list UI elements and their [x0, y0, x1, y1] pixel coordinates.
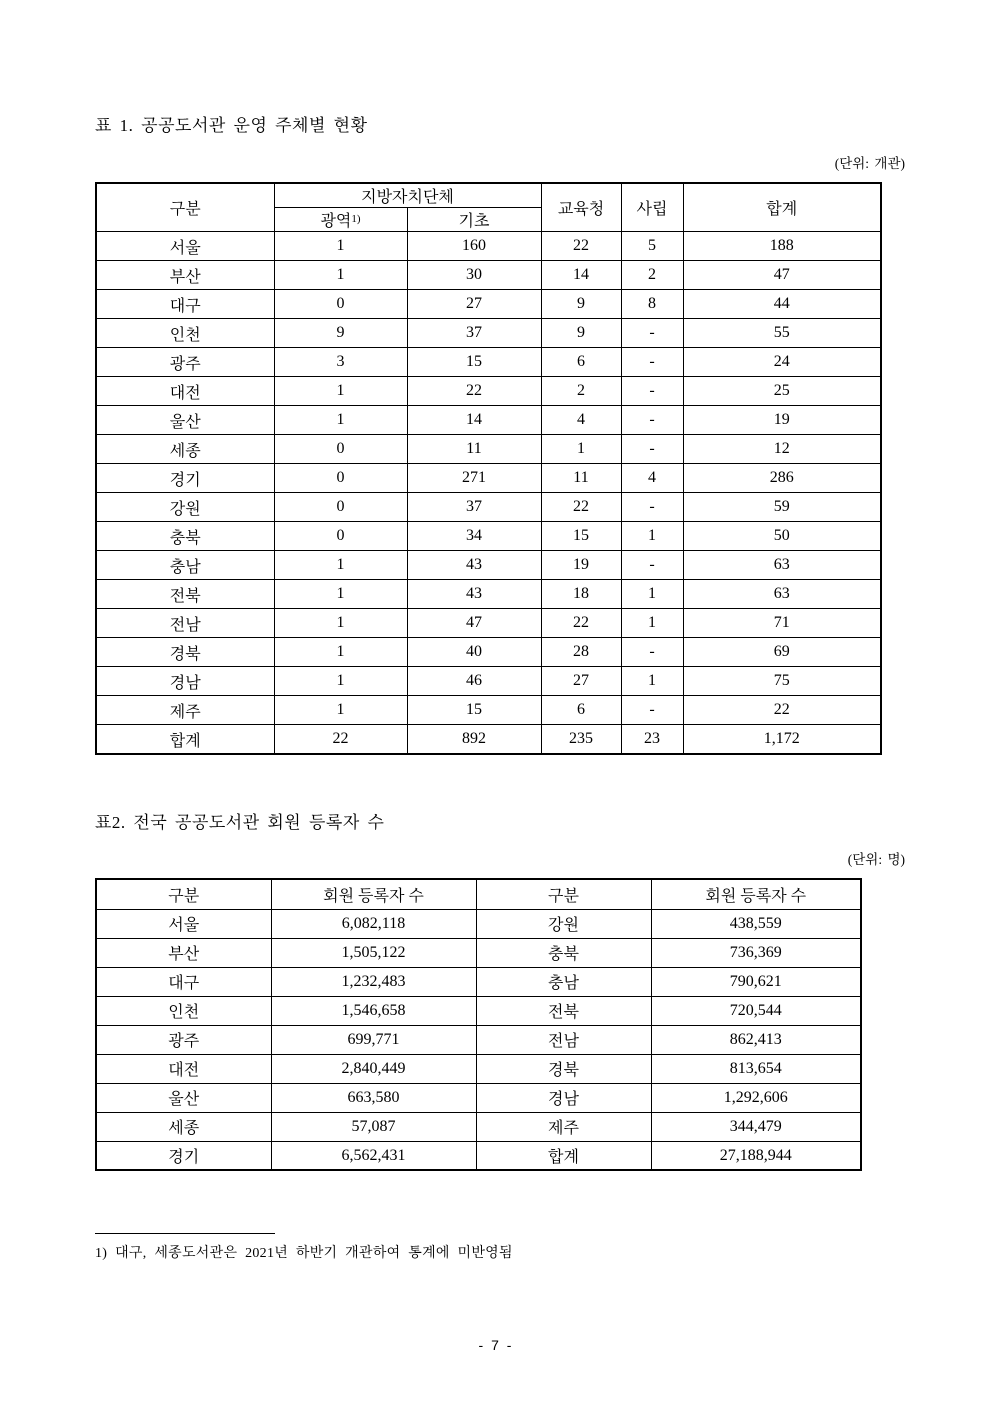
education-office-count-cell: 235 — [541, 725, 621, 754]
total-count-cell: 12 — [683, 435, 881, 464]
footnote-text: 대구, 세종도서관은 2021년 하반기 개관하여 통계에 미반영됨 — [115, 1246, 513, 1262]
private-count-cell: 1 — [621, 667, 683, 696]
header-category: 구분 — [96, 183, 274, 232]
education-office-count-cell: 22 — [541, 232, 621, 261]
total-count-cell: 63 — [683, 551, 881, 580]
region-cell-right: 충북 — [476, 938, 651, 967]
header-basic: 기초 — [407, 208, 541, 232]
member-count-cell-left: 1,546,658 — [271, 996, 476, 1025]
private-count-cell: 4 — [621, 464, 683, 493]
table-row — [96, 909, 861, 938]
total-count-cell: 55 — [683, 319, 881, 348]
library-operators-table-body — [96, 232, 881, 754]
region-cell-left: 광주 — [96, 1025, 271, 1054]
basic-count-cell: 47 — [407, 609, 541, 638]
table-row — [96, 609, 881, 638]
header-private: 사립 — [621, 183, 683, 232]
education-office-count-cell: 22 — [541, 609, 621, 638]
table-row — [96, 232, 881, 261]
region-cell: 경기 — [96, 464, 274, 493]
region-cell-left: 대구 — [96, 967, 271, 996]
total-count-cell: 59 — [683, 493, 881, 522]
region-cell-right: 전북 — [476, 996, 651, 1025]
education-office-count-cell: 9 — [541, 319, 621, 348]
member-count-cell-right: 27,188,944 — [651, 1141, 861, 1170]
basic-count-cell: 46 — [407, 667, 541, 696]
region-cell-right: 강원 — [476, 909, 651, 938]
region-cell: 경남 — [96, 667, 274, 696]
table-row — [96, 580, 881, 609]
region-cell-left: 서울 — [96, 909, 271, 938]
region-cell: 충북 — [96, 522, 274, 551]
table-row — [96, 725, 881, 754]
total-count-cell: 47 — [683, 261, 881, 290]
total-count-cell: 44 — [683, 290, 881, 319]
private-count-cell: - — [621, 319, 683, 348]
metropolitan-count-cell: 1 — [274, 377, 407, 406]
table-row — [96, 290, 881, 319]
footnote-marker: 1) — [95, 1246, 108, 1262]
member-count-cell-right: 862,413 — [651, 1025, 861, 1054]
metropolitan-count-cell: 1 — [274, 232, 407, 261]
header-members-left: 회원 등록자 수 — [271, 879, 476, 909]
metropolitan-count-cell: 1 — [274, 406, 407, 435]
metropolitan-count-cell: 1 — [274, 609, 407, 638]
education-office-count-cell: 1 — [541, 435, 621, 464]
region-cell: 대전 — [96, 377, 274, 406]
member-registration-table-header — [96, 879, 861, 909]
metropolitan-count-cell: 1 — [274, 638, 407, 667]
footnote — [95, 1242, 905, 1262]
header-education-office: 교육청 — [541, 183, 621, 232]
header-metropolitan-label: 광역 — [320, 213, 352, 231]
total-count-cell: 1,172 — [683, 725, 881, 754]
member-count-cell-right: 438,559 — [651, 909, 861, 938]
table-row — [96, 667, 881, 696]
education-office-count-cell: 4 — [541, 406, 621, 435]
total-count-cell: 25 — [683, 377, 881, 406]
metropolitan-count-cell: 0 — [274, 522, 407, 551]
total-count-cell: 19 — [683, 406, 881, 435]
private-count-cell: - — [621, 406, 683, 435]
region-cell-right: 경남 — [476, 1083, 651, 1112]
region-cell-right: 제주 — [476, 1112, 651, 1141]
metropolitan-count-cell: 1 — [274, 696, 407, 725]
footnote-marker-superscript: 1) — [351, 213, 361, 226]
member-count-cell-left: 1,505,122 — [271, 938, 476, 967]
member-count-cell-right: 344,479 — [651, 1112, 861, 1141]
private-count-cell: - — [621, 377, 683, 406]
table-row — [96, 377, 881, 406]
basic-count-cell: 271 — [407, 464, 541, 493]
region-cell-left: 부산 — [96, 938, 271, 967]
header-metropolitan — [274, 208, 407, 232]
region-cell-right: 충남 — [476, 967, 651, 996]
region-cell-left: 대전 — [96, 1054, 271, 1083]
private-count-cell: 5 — [621, 232, 683, 261]
member-count-cell-right: 813,654 — [651, 1054, 861, 1083]
library-operators-table-header — [96, 183, 881, 232]
education-office-count-cell: 6 — [541, 348, 621, 377]
table-row — [96, 996, 861, 1025]
member-count-cell-left: 2,840,449 — [271, 1054, 476, 1083]
header-category-left: 구분 — [96, 879, 271, 909]
total-count-cell: 71 — [683, 609, 881, 638]
basic-count-cell: 27 — [407, 290, 541, 319]
total-count-cell: 69 — [683, 638, 881, 667]
basic-count-cell: 40 — [407, 638, 541, 667]
region-cell: 부산 — [96, 261, 274, 290]
private-count-cell: 8 — [621, 290, 683, 319]
education-office-count-cell: 2 — [541, 377, 621, 406]
private-count-cell: 1 — [621, 580, 683, 609]
table-row — [96, 967, 861, 996]
private-count-cell: - — [621, 551, 683, 580]
header-category-right: 구분 — [476, 879, 651, 909]
table-row — [96, 348, 881, 377]
basic-count-cell: 37 — [407, 493, 541, 522]
basic-count-cell: 14 — [407, 406, 541, 435]
region-cell: 강원 — [96, 493, 274, 522]
education-office-count-cell: 11 — [541, 464, 621, 493]
region-cell: 경북 — [96, 638, 274, 667]
region-cell-left: 세종 — [96, 1112, 271, 1141]
region-cell: 서울 — [96, 232, 274, 261]
metropolitan-count-cell: 1 — [274, 580, 407, 609]
education-office-count-cell: 27 — [541, 667, 621, 696]
metropolitan-count-cell: 0 — [274, 493, 407, 522]
header-members-right: 회원 등록자 수 — [651, 879, 861, 909]
table-row — [96, 938, 861, 967]
metropolitan-count-cell: 0 — [274, 290, 407, 319]
member-registration-table — [95, 878, 862, 1171]
member-count-cell-left: 57,087 — [271, 1112, 476, 1141]
region-cell-right: 경북 — [476, 1054, 651, 1083]
table-row — [96, 435, 881, 464]
total-count-cell: 286 — [683, 464, 881, 493]
metropolitan-count-cell: 0 — [274, 435, 407, 464]
private-count-cell: - — [621, 493, 683, 522]
table1-title: 표 1. 공공도서관 운영 주체별 현황 — [95, 116, 368, 135]
basic-count-cell: 15 — [407, 348, 541, 377]
region-cell-left: 울산 — [96, 1083, 271, 1112]
private-count-cell: - — [621, 348, 683, 377]
table-row — [96, 1141, 861, 1170]
basic-count-cell: 22 — [407, 377, 541, 406]
private-count-cell: 23 — [621, 725, 683, 754]
page-number: - 7 - — [478, 1337, 514, 1353]
table-row — [96, 1112, 861, 1141]
footnote-separator-rule — [95, 1233, 275, 1234]
member-count-cell-left: 6,562,431 — [271, 1141, 476, 1170]
metropolitan-count-cell: 22 — [274, 725, 407, 754]
table-row — [96, 696, 881, 725]
table2-unit-label: (단위: 명) — [847, 852, 905, 868]
metropolitan-count-cell: 1 — [274, 551, 407, 580]
library-operators-table — [95, 182, 882, 755]
total-count-cell: 75 — [683, 667, 881, 696]
education-office-count-cell: 15 — [541, 522, 621, 551]
private-count-cell: - — [621, 435, 683, 464]
total-count-cell: 24 — [683, 348, 881, 377]
table-row — [96, 638, 881, 667]
table-row — [96, 1025, 861, 1054]
region-cell: 합계 — [96, 725, 274, 754]
total-count-cell: 188 — [683, 232, 881, 261]
total-count-cell: 22 — [683, 696, 881, 725]
education-office-count-cell: 9 — [541, 290, 621, 319]
basic-count-cell: 34 — [407, 522, 541, 551]
basic-count-cell: 160 — [407, 232, 541, 261]
private-count-cell: 2 — [621, 261, 683, 290]
region-cell-right: 합계 — [476, 1141, 651, 1170]
member-count-cell-right: 1,292,606 — [651, 1083, 861, 1112]
total-count-cell: 63 — [683, 580, 881, 609]
table1-unit-label: (단위: 개관) — [834, 156, 905, 172]
metropolitan-count-cell: 9 — [274, 319, 407, 348]
table-row — [96, 1054, 861, 1083]
table-row — [96, 319, 881, 348]
region-cell: 제주 — [96, 696, 274, 725]
private-count-cell: - — [621, 696, 683, 725]
table2-title: 표2. 전국 공공도서관 회원 등록자 수 — [95, 812, 385, 832]
region-cell: 세종 — [96, 435, 274, 464]
region-cell: 인천 — [96, 319, 274, 348]
education-office-count-cell: 14 — [541, 261, 621, 290]
region-cell: 울산 — [96, 406, 274, 435]
private-count-cell: 1 — [621, 522, 683, 551]
education-office-count-cell: 22 — [541, 493, 621, 522]
basic-count-cell: 30 — [407, 261, 541, 290]
education-office-count-cell: 6 — [541, 696, 621, 725]
member-count-cell-left: 1,232,483 — [271, 967, 476, 996]
basic-count-cell: 11 — [407, 435, 541, 464]
member-count-cell-left: 699,771 — [271, 1025, 476, 1054]
region-cell: 광주 — [96, 348, 274, 377]
member-count-cell-left: 663,580 — [271, 1083, 476, 1112]
table-row — [96, 464, 881, 493]
table-row — [96, 1083, 861, 1112]
region-cell-left: 인천 — [96, 996, 271, 1025]
region-cell: 전남 — [96, 609, 274, 638]
table-row — [96, 406, 881, 435]
table-row — [96, 522, 881, 551]
basic-count-cell: 892 — [407, 725, 541, 754]
metropolitan-count-cell: 1 — [274, 667, 407, 696]
metropolitan-count-cell: 0 — [274, 464, 407, 493]
basic-count-cell: 15 — [407, 696, 541, 725]
region-cell-left: 경기 — [96, 1141, 271, 1170]
region-cell: 충남 — [96, 551, 274, 580]
table-row — [96, 261, 881, 290]
private-count-cell: - — [621, 638, 683, 667]
metropolitan-count-cell: 1 — [274, 261, 407, 290]
education-office-count-cell: 28 — [541, 638, 621, 667]
region-cell: 전북 — [96, 580, 274, 609]
private-count-cell: 1 — [621, 609, 683, 638]
table-row — [96, 493, 881, 522]
member-count-cell-right: 736,369 — [651, 938, 861, 967]
total-count-cell: 50 — [683, 522, 881, 551]
metropolitan-count-cell: 3 — [274, 348, 407, 377]
basic-count-cell: 43 — [407, 580, 541, 609]
region-cell: 대구 — [96, 290, 274, 319]
member-count-cell-right: 790,621 — [651, 967, 861, 996]
member-count-cell-right: 720,544 — [651, 996, 861, 1025]
basic-count-cell: 37 — [407, 319, 541, 348]
basic-count-cell: 43 — [407, 551, 541, 580]
member-registration-table-body — [96, 909, 861, 1170]
member-count-cell-left: 6,082,118 — [271, 909, 476, 938]
header-total: 합계 — [683, 183, 881, 232]
header-local-gov-group: 지방자치단체 — [274, 183, 541, 208]
education-office-count-cell: 19 — [541, 551, 621, 580]
education-office-count-cell: 18 — [541, 580, 621, 609]
region-cell-right: 전남 — [476, 1025, 651, 1054]
table-row — [96, 551, 881, 580]
